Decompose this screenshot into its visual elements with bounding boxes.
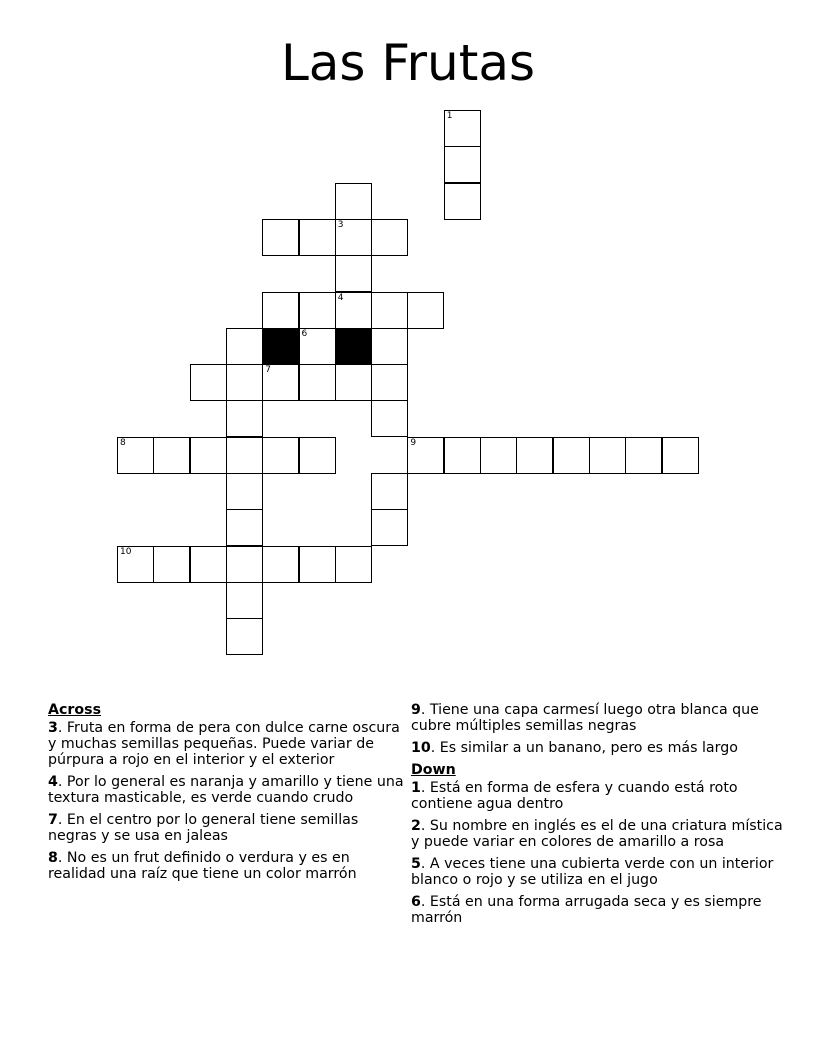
grid-cell[interactable] — [226, 473, 263, 510]
grid-cell[interactable] — [299, 437, 336, 474]
grid-cell[interactable] — [480, 437, 517, 474]
clue-across-10: 10. Es similar a un banano, pero es más largo — [411, 740, 738, 756]
grid-cell[interactable] — [226, 364, 263, 401]
grid-cell[interactable] — [553, 437, 590, 474]
grid-cell[interactable] — [153, 546, 190, 583]
grid-cell[interactable] — [226, 400, 263, 437]
clue-number: 1 — [411, 780, 421, 796]
grid-cell[interactable] — [516, 437, 553, 474]
clue-text: Está en forma de esfera y cuando está roto contiene agua dentro — [411, 780, 738, 812]
grid-cell[interactable] — [262, 292, 299, 329]
clue-text: Por lo general es naranja y amarillo y tiene una textura masticable, es verde cuando crudo — [48, 774, 404, 806]
grid-cell[interactable] — [335, 546, 372, 583]
grid-cell[interactable] — [335, 219, 372, 256]
grid-cell[interactable] — [407, 437, 444, 474]
clue-across-8: 8. No es un frut definido o verdura y es en realidad una raíz que tiene un color marrón — [48, 850, 357, 882]
grid-cell[interactable] — [226, 437, 263, 474]
grid-cell[interactable] — [262, 437, 299, 474]
grid-cell[interactable] — [153, 437, 190, 474]
grid-cell[interactable] — [262, 546, 299, 583]
grid-cell[interactable] — [190, 437, 227, 474]
clue-text: Fruta en forma de pera con dulce carne oscura y muchas semillas pequeñas. Puede variar de púrpura a rojo en el interior y el exterior — [48, 720, 400, 768]
clue-text: Es similar a un banano, pero es más largo — [439, 740, 738, 756]
clue-number: 4 — [48, 774, 58, 790]
grid-cell[interactable] — [299, 546, 336, 583]
clue-text: A veces tiene una cubierta verde con un interior blanco o rojo y se utiliza en el jugo — [411, 856, 774, 888]
grid-cell[interactable] — [117, 437, 154, 474]
grid-cell[interactable] — [371, 219, 408, 256]
cell-number: 1 — [446, 111, 453, 121]
grid-cell[interactable] — [335, 183, 372, 220]
down-heading: Down — [411, 762, 456, 778]
grid-cell[interactable] — [444, 146, 481, 183]
clue-text: Está en una forma arrugada seca y es siempre marrón — [411, 894, 762, 926]
blocked-cell — [262, 328, 299, 365]
cell-number: 9 — [410, 437, 417, 448]
clue-text: No es un frut definido o verdura y es en realidad una raíz que tiene un color marrón — [48, 850, 357, 882]
grid-cell[interactable] — [299, 364, 336, 401]
grid-cell[interactable] — [190, 364, 227, 401]
grid-cell[interactable] — [335, 364, 372, 401]
grid-cell[interactable] — [226, 582, 263, 619]
clue-across-7: 7. En el centro por lo general tiene semillas negras y se usa en jaleas — [48, 812, 359, 844]
grid-cell[interactable] — [299, 292, 336, 329]
grid-cell[interactable] — [371, 364, 408, 401]
grid-cell[interactable] — [662, 437, 699, 474]
clue-number: 6 — [411, 894, 421, 910]
grid-cell[interactable] — [226, 328, 263, 365]
blocked-cell — [335, 328, 372, 365]
cell-number: 3 — [337, 219, 344, 230]
grid-cell[interactable] — [371, 509, 408, 546]
grid-cell[interactable] — [625, 437, 662, 474]
cell-number: 10 — [120, 546, 132, 557]
clues-column-left — [48, 702, 410, 888]
grid-cell[interactable] — [262, 219, 299, 256]
clues-column-right — [411, 702, 786, 932]
grid-cell[interactable] — [299, 219, 336, 256]
grid-cell[interactable] — [444, 183, 481, 220]
grid-cell[interactable] — [407, 292, 444, 329]
grid-cell[interactable] — [371, 292, 408, 329]
clue-across-4: 4. Por lo general es naranja y amarillo y tiene una textura masticable, es verde cuando crudo — [48, 774, 404, 806]
grid-cell[interactable] — [589, 437, 626, 474]
grid-cell[interactable] — [226, 546, 263, 583]
grid-cell[interactable] — [299, 328, 336, 365]
clue-text: En el centro por lo general tiene semillas negras y se usa en jaleas — [48, 812, 359, 844]
clue-across-9: 9. Tiene una capa carmesí luego otra blanca que cubre múltiples semillas negras — [411, 702, 759, 734]
clue-across-3: 3. Fruta en forma de pera con dulce carne oscura y muchas semillas pequeñas. Puede variar de púrpura a rojo en el interior y el exterior — [48, 720, 400, 768]
cell-number: 8 — [120, 437, 126, 448]
clue-number: 7 — [48, 812, 58, 828]
grid-cell[interactable] — [117, 546, 154, 583]
grid-cell[interactable] — [444, 110, 481, 147]
clue-down-1: 1. Está en forma de esfera y cuando está roto contiene agua dentro — [411, 780, 738, 812]
clue-down-5: 5. A veces tiene una cubierta verde con un interior blanco o rojo y se utiliza en el jugo — [411, 856, 774, 888]
grid-cell[interactable] — [226, 618, 263, 655]
grid-cell[interactable] — [371, 473, 408, 510]
grid-cell[interactable] — [371, 328, 408, 365]
page-title: Las Frutas — [280, 34, 536, 92]
clue-number: 5 — [411, 856, 421, 872]
clue-number: 10 — [411, 740, 431, 756]
clue-number: 8 — [48, 850, 58, 866]
across-heading: Across — [48, 702, 102, 718]
clue-text: Tiene una capa carmesí luego otra blanca que cubre múltiples semillas negras — [411, 702, 759, 734]
clue-down-6: 6. Está en una forma arrugada seca y es siempre marrón — [411, 894, 762, 926]
clue-number: 3 — [48, 720, 58, 736]
grid-cell[interactable] — [335, 292, 372, 329]
clue-text: Su nombre en inglés es el de una criatura mística y puede variar en colores de amarillo a rosa — [411, 818, 783, 850]
cell-number: 7 — [265, 365, 271, 376]
grid-cell[interactable] — [444, 437, 481, 474]
clue-number: 2 — [411, 818, 421, 834]
clue-down-2: 2. Su nombre en inglés es el de una criatura mística y puede variar en colores de amarillo a rosa — [411, 818, 783, 850]
grid-cell[interactable] — [190, 546, 227, 583]
cell-number: 4 — [337, 292, 344, 303]
grid-cell[interactable] — [335, 255, 372, 292]
grid-cell[interactable] — [262, 364, 299, 401]
grid-cell[interactable] — [226, 509, 263, 546]
cell-number: 6 — [301, 328, 308, 339]
clue-number: 9 — [411, 702, 421, 718]
grid-cell[interactable] — [371, 400, 408, 437]
